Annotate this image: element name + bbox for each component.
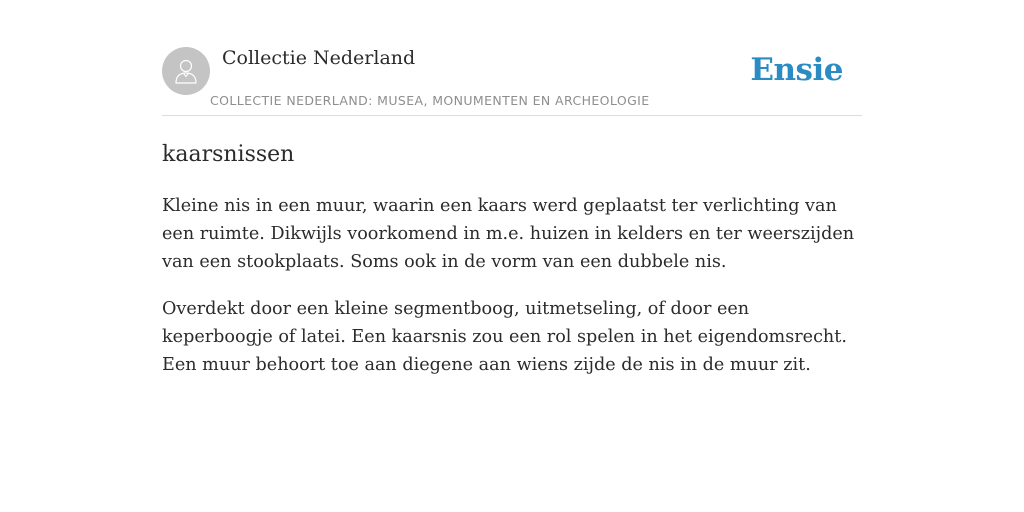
definition-paragraph: Kleine nis in een muur, waarin een kaars werd geplaatst ter verlichting van een ruimte. Dikwijls voorkomend in m.e. huizen in kelders en ter weerszijden van een stookplaats. Soms ook in de vorm van een dubbele nis. [162, 196, 855, 272]
divider [162, 115, 862, 116]
definition-paragraph: Overdekt door een kleine segmentboog, uitmetseling, of door een keperboogje of latei. Een kaarsnis zou een rol spelen in het eigendomsrecht. Een muur behoort toe aan diegene aan wiens zijde de nis in de muur zit. [162, 299, 847, 375]
page-title: kaarsnissen [162, 142, 295, 167]
definition-body [162, 192, 862, 398]
avatar[interactable] [162, 47, 210, 95]
brand-logo[interactable]: Ensie [750, 52, 843, 88]
source-name[interactable]: Collectie Nederland [222, 47, 416, 69]
entry-card [162, 0, 862, 512]
user-silhouette-icon [171, 56, 201, 86]
source-subtitle: COLLECTIE NEDERLAND: MUSEA, MONUMENTEN EN ARCHEOLOGIE [210, 93, 650, 108]
